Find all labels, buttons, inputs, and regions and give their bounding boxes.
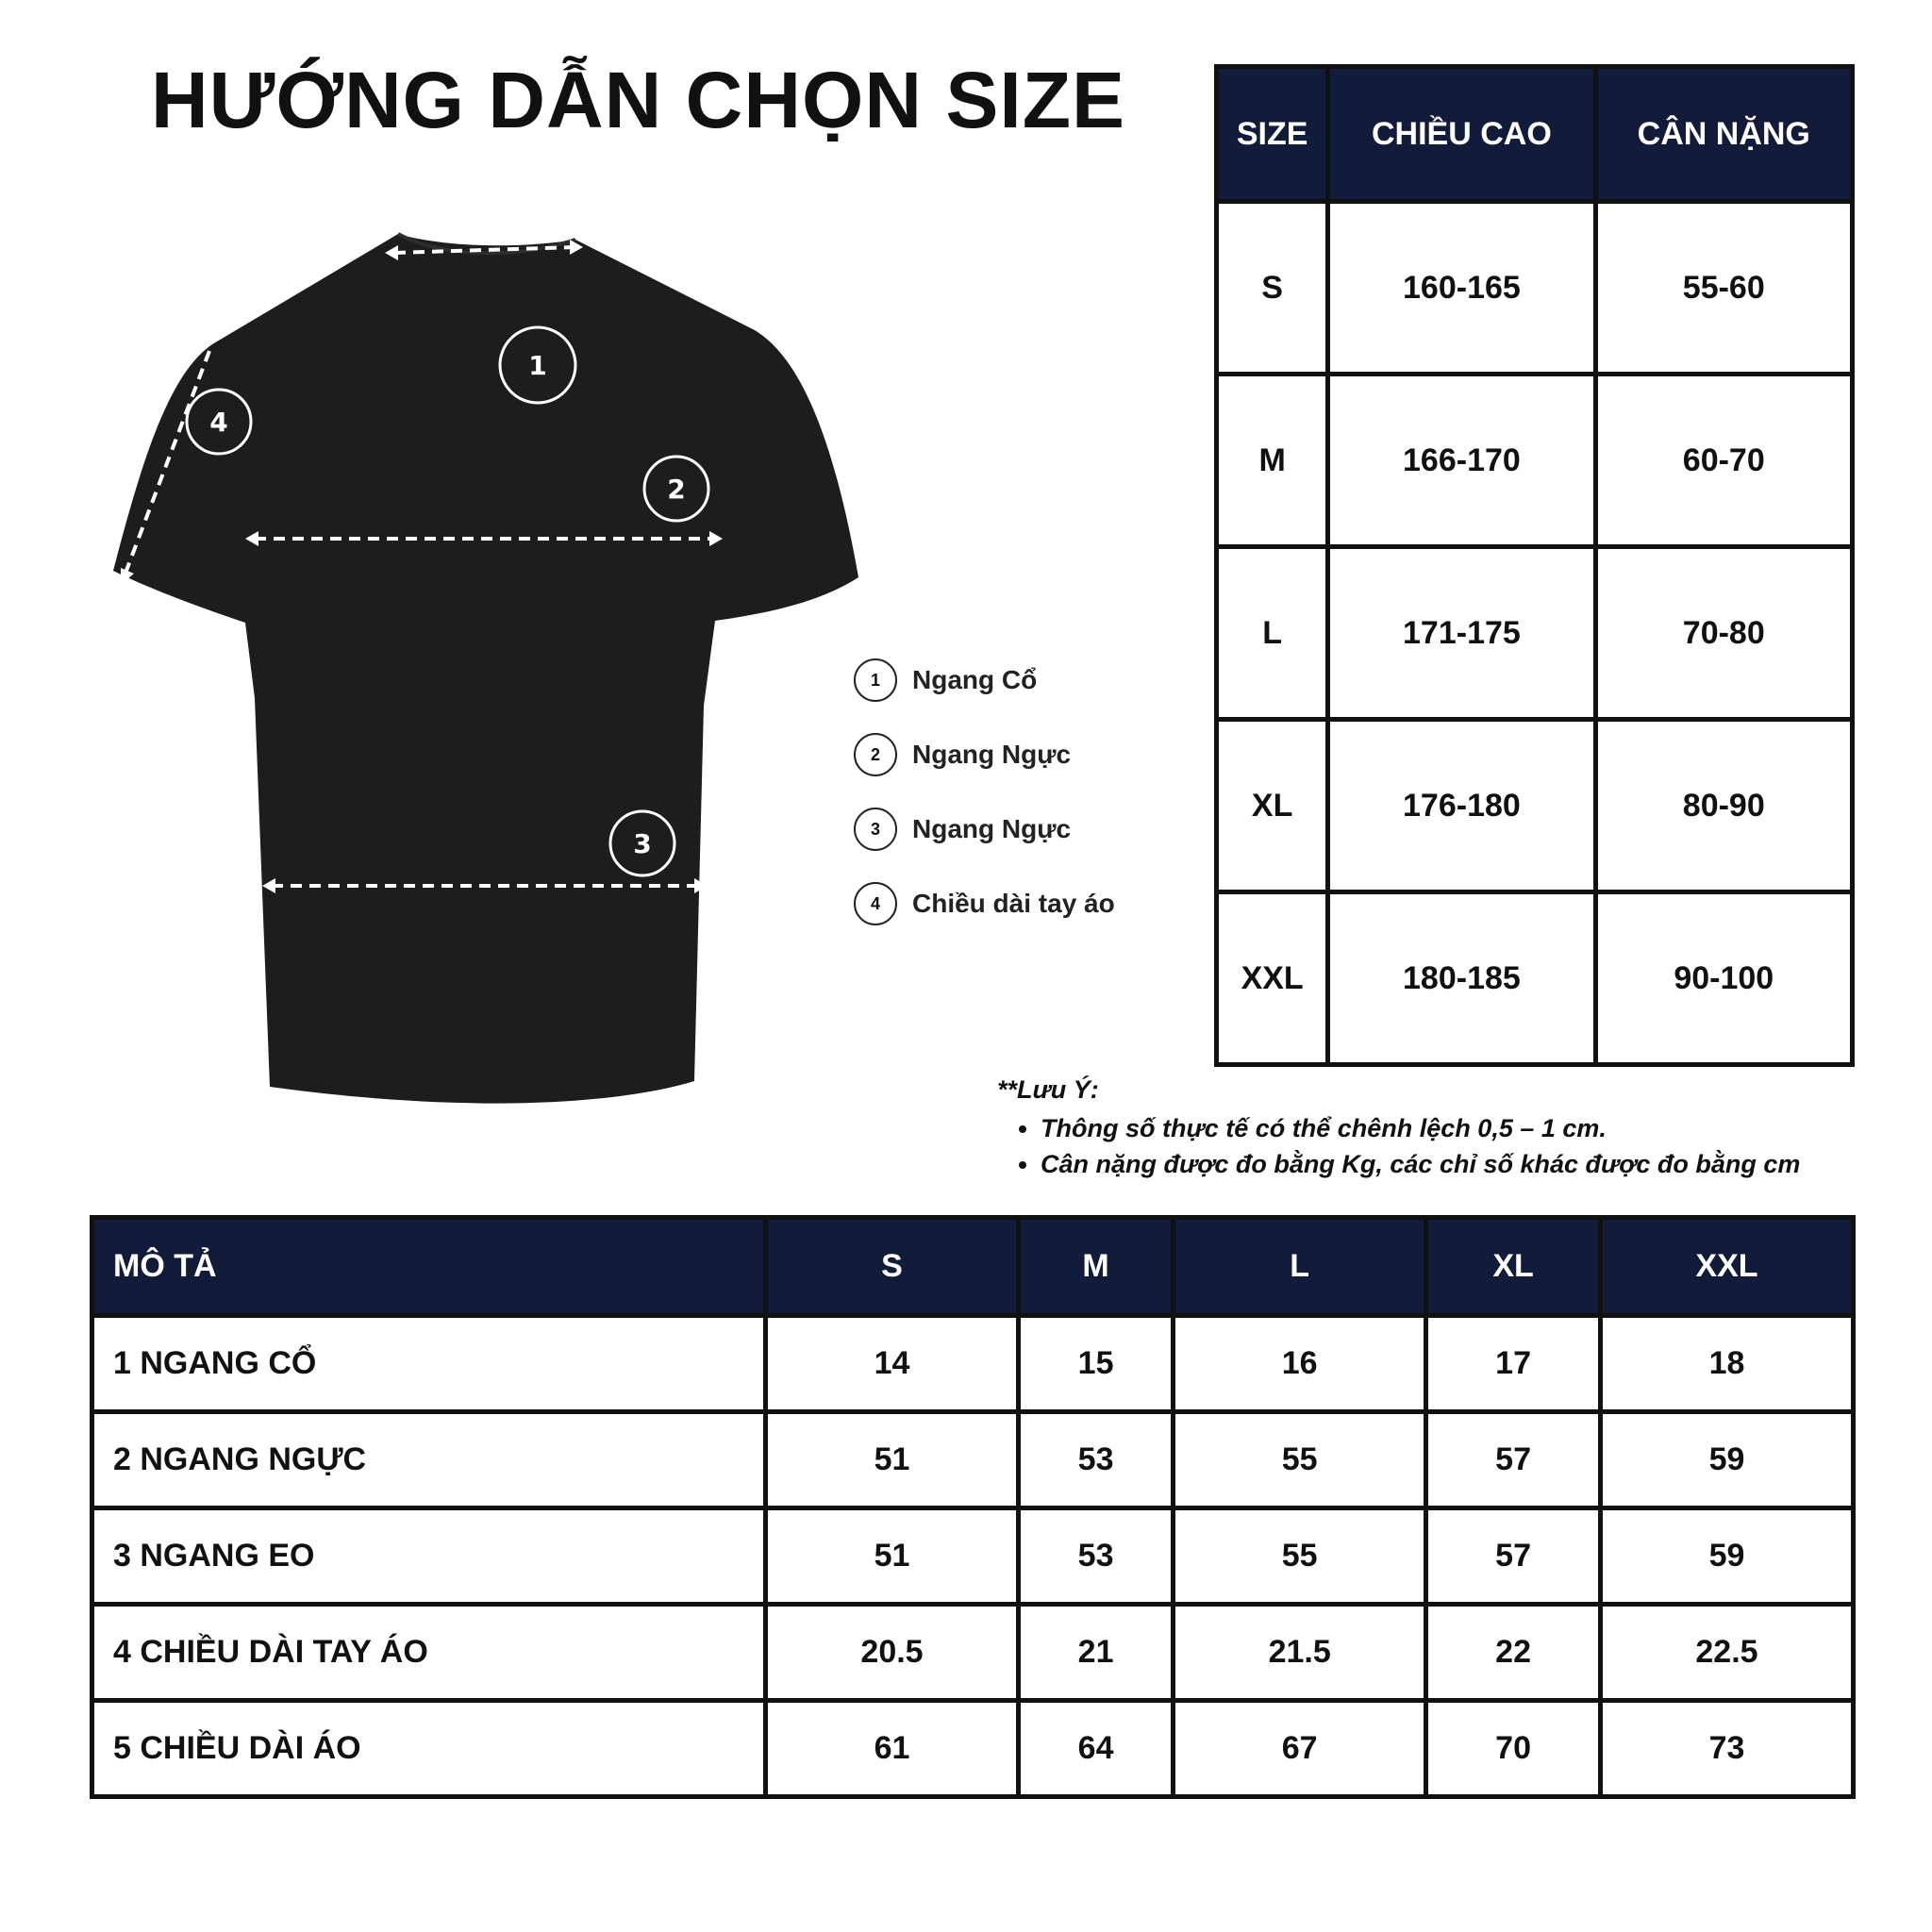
note-list [997,1110,1800,1182]
tshirt-shape [113,234,858,1104]
legend-label: Ngang Ngực [912,814,1072,843]
value-cell: 16 [1174,1316,1426,1412]
size-cell: S [1217,202,1328,375]
table-row [92,1508,1854,1605]
header-size-s: S [766,1218,1019,1316]
value-cell: 57 [1426,1412,1601,1508]
value-cell: 64 [1019,1701,1174,1797]
value-cell: 59 [1600,1412,1853,1508]
value-cell: 14 [766,1316,1019,1412]
weight-cell: 80-90 [1595,720,1852,892]
header-size-xxl: XXL [1600,1218,1853,1316]
height-cell: 166-170 [1328,375,1595,547]
measurement-header-row [92,1218,1854,1316]
measurement-table [90,1215,1856,1799]
size-cell: L [1217,547,1328,720]
legend-number: 1 [854,658,897,702]
marker-3-label: 3 [633,828,652,859]
value-cell: 57 [1426,1508,1601,1605]
legend-item [854,805,1115,854]
table-row [92,1701,1854,1797]
marker-2-label: 2 [667,474,686,505]
header-weight: CÂN NẶNG [1595,67,1852,202]
header-size-m: M [1019,1218,1174,1316]
table-row [92,1605,1854,1701]
description-cell: 4 CHIỀU DÀI TAY ÁO [92,1605,766,1701]
marker-4-label: 4 [209,407,228,438]
description-cell: 2 NGANG NGỰC [92,1412,766,1508]
height-cell: 176-180 [1328,720,1595,892]
header-description: MÔ TẢ [92,1218,766,1316]
value-cell: 21 [1019,1605,1174,1701]
value-cell: 70 [1426,1701,1601,1797]
value-cell: 67 [1174,1701,1426,1797]
page-title: HƯỚNG DẪN CHỌN SIZE [151,56,1126,144]
legend-label: Chiều dài tay áo [912,889,1115,918]
value-cell: 21.5 [1174,1605,1426,1701]
value-cell: 53 [1019,1508,1174,1605]
description-cell: 3 NGANG EO [92,1508,766,1605]
table-row [1217,892,1853,1065]
table-row [1217,720,1853,892]
marker-1-label: 1 [528,350,547,381]
value-cell: 18 [1600,1316,1853,1412]
legend-number: 2 [854,733,897,776]
legend-label: Ngang Cổ [912,665,1038,694]
height-cell: 180-185 [1328,892,1595,1065]
value-cell: 15 [1019,1316,1174,1412]
note-title: **Lưu Ý: [997,1075,1099,1104]
table-row [1217,547,1853,720]
weight-cell: 90-100 [1595,892,1852,1065]
note-item: • Cân nặng được đo bằng Kg, các chỉ số khác được đo bằng cm [1041,1146,1800,1182]
value-cell: 20.5 [766,1605,1019,1701]
table-row [92,1412,1854,1508]
note-item: • Thông số thực tế có thể chênh lệch 0,5 – 1 cm. [1041,1110,1800,1146]
value-cell: 22 [1426,1605,1601,1701]
weight-cell: 70-80 [1595,547,1852,720]
height-cell: 160-165 [1328,202,1595,375]
header-size-xl: XL [1426,1218,1601,1316]
measurement-legend [854,656,1115,954]
value-cell: 73 [1600,1701,1853,1797]
description-cell: 5 CHIỀU DÀI ÁO [92,1701,766,1797]
legend-item [854,656,1115,705]
legend-item [854,879,1115,928]
value-cell: 51 [766,1412,1019,1508]
value-cell: 59 [1600,1508,1853,1605]
header-size: SIZE [1217,67,1328,202]
weight-cell: 60-70 [1595,375,1852,547]
value-cell: 22.5 [1600,1605,1853,1701]
table-row [1217,375,1853,547]
description-cell: 1 NGANG CỔ [92,1316,766,1412]
value-cell: 51 [766,1508,1019,1605]
header-size-l: L [1174,1218,1426,1316]
size-cell: M [1217,375,1328,547]
table-row [92,1316,1854,1412]
value-cell: 55 [1174,1508,1426,1605]
size-table [1214,64,1855,1067]
weight-cell: 55-60 [1595,202,1852,375]
height-cell: 171-175 [1328,547,1595,720]
value-cell: 61 [766,1701,1019,1797]
note-block [997,1075,1800,1182]
value-cell: 53 [1019,1412,1174,1508]
legend-item [854,730,1115,779]
size-cell: XL [1217,720,1328,892]
tshirt-illustration [104,226,858,1113]
legend-label: Ngang Ngực [912,740,1072,769]
header-height: CHIỀU CAO [1328,67,1595,202]
size-table-header-row [1217,67,1853,202]
legend-number: 4 [854,882,897,925]
size-cell: XXL [1217,892,1328,1065]
table-row [1217,202,1853,375]
legend-number: 3 [854,808,897,851]
value-cell: 55 [1174,1412,1426,1508]
value-cell: 17 [1426,1316,1601,1412]
